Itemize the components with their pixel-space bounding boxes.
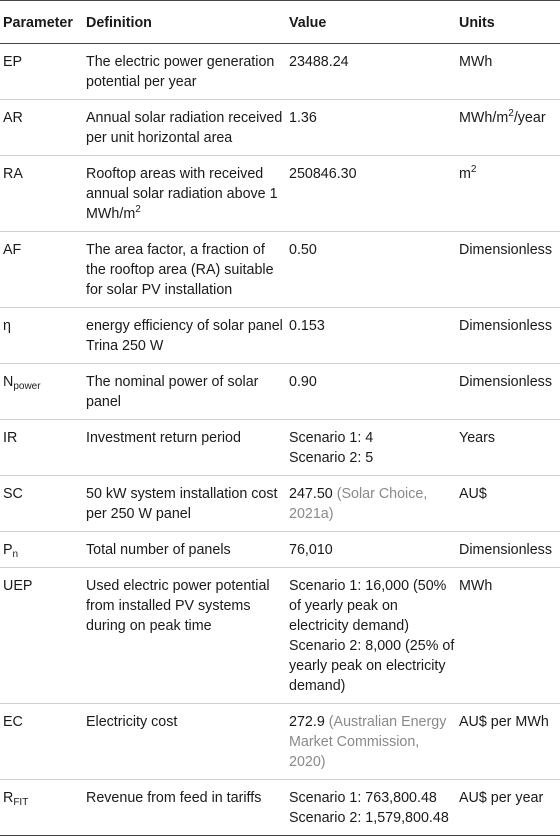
param-cell: AR bbox=[0, 100, 84, 156]
value-cell: 250846.30 bbox=[287, 156, 457, 232]
value-cell: 1.36 bbox=[287, 100, 457, 156]
units-cell: AU$ per MWh bbox=[457, 704, 560, 780]
units-cell: Dimensionless bbox=[457, 364, 560, 420]
table-row bbox=[0, 532, 560, 568]
table-row bbox=[0, 704, 560, 780]
definition-cell: Revenue from feed in tariffs bbox=[84, 780, 287, 836]
definition-cell: energy efficiency of solar panel Trina 250 W bbox=[84, 308, 287, 364]
param-cell: $R_{FIT}$ bbox=[0, 780, 84, 836]
value-cell: Scenario 1: 763,800.48 Scenario 2: 1,579,800.48 bbox=[287, 780, 457, 836]
definition-cell: Used electric power potential from installed PV systems during on peak time bbox=[84, 568, 287, 704]
param-cell: $P_n$ bbox=[0, 532, 84, 568]
value-cell: 247.50 (Solar Choice, 2021a) bbox=[287, 476, 457, 532]
definition-cell: The area factor, a fraction of the rooftop area (RA) suitable for solar PV installation bbox=[84, 232, 287, 308]
value-cell: 23488.24 bbox=[287, 44, 457, 100]
definition-cell: Rooftop areas with received annual solar radiation above 1 MWh/$m^2$ bbox=[84, 156, 287, 232]
table-row bbox=[0, 568, 560, 704]
citation-link[interactable]: (Australian Energy Market Commission, 2020) bbox=[289, 714, 447, 770]
table-row bbox=[0, 100, 560, 156]
param-cell: SC bbox=[0, 476, 84, 532]
value-cell: Scenario 1: 16,000 (50% of yearly peak on electricity demand) Scenario 2: 8,000 (25% of yearly peak on electricity demand) bbox=[287, 568, 457, 704]
header-parameter: Parameter bbox=[0, 1, 84, 44]
table-row bbox=[0, 232, 560, 308]
definition-cell: Investment return period bbox=[84, 420, 287, 476]
value-cell: 0.90 bbox=[287, 364, 457, 420]
param-cell: $N_{power}$ bbox=[0, 364, 84, 420]
definition-cell: 50 kW system installation cost per 250 W panel bbox=[84, 476, 287, 532]
table-row bbox=[0, 420, 560, 476]
table-row bbox=[0, 780, 560, 836]
value-cell: Scenario 1: 4 Scenario 2: 5 bbox=[287, 420, 457, 476]
definition-cell: Annual solar radiation received per unit horizontal area bbox=[84, 100, 287, 156]
units-cell: Dimensionless bbox=[457, 532, 560, 568]
table-row bbox=[0, 364, 560, 420]
param-cell: RA bbox=[0, 156, 84, 232]
definition-cell: Electricity cost bbox=[84, 704, 287, 780]
units-cell: MWh bbox=[457, 44, 560, 100]
header-units: Units bbox=[457, 1, 560, 44]
header-definition: Definition bbox=[84, 1, 287, 44]
citation-link[interactable]: (Solar Choice, 2021a) bbox=[289, 486, 428, 522]
units-cell: Dimensionless bbox=[457, 308, 560, 364]
units-cell: MWh/$m^2$/year bbox=[457, 100, 560, 156]
definition-cell: Total number of panels bbox=[84, 532, 287, 568]
header-value: Value bbox=[287, 1, 457, 44]
param-cell: UEP bbox=[0, 568, 84, 704]
param-cell: η bbox=[0, 308, 84, 364]
table-row bbox=[0, 156, 560, 232]
value-cell: 76,010 bbox=[287, 532, 457, 568]
units-cell: MWh bbox=[457, 568, 560, 704]
value-cell: 272.9 (Australian Energy Market Commission, 2020) bbox=[287, 704, 457, 780]
definition-cell: The electric power generation potential per year bbox=[84, 44, 287, 100]
value-cell: 0.50 bbox=[287, 232, 457, 308]
param-cell: EC bbox=[0, 704, 84, 780]
definition-cell: The nominal power of solar panel bbox=[84, 364, 287, 420]
table-row bbox=[0, 476, 560, 532]
value-cell: 0.153 bbox=[287, 308, 457, 364]
table-row bbox=[0, 44, 560, 100]
units-cell: AU$ per year bbox=[457, 780, 560, 836]
param-cell: AF bbox=[0, 232, 84, 308]
units-cell: Years bbox=[457, 420, 560, 476]
param-cell: EP bbox=[0, 44, 84, 100]
units-cell: AU$ bbox=[457, 476, 560, 532]
units-cell: $m^2$ bbox=[457, 156, 560, 232]
table-row bbox=[0, 308, 560, 364]
units-cell: Dimensionless bbox=[457, 232, 560, 308]
table-header-row bbox=[0, 1, 560, 44]
param-cell: IR bbox=[0, 420, 84, 476]
